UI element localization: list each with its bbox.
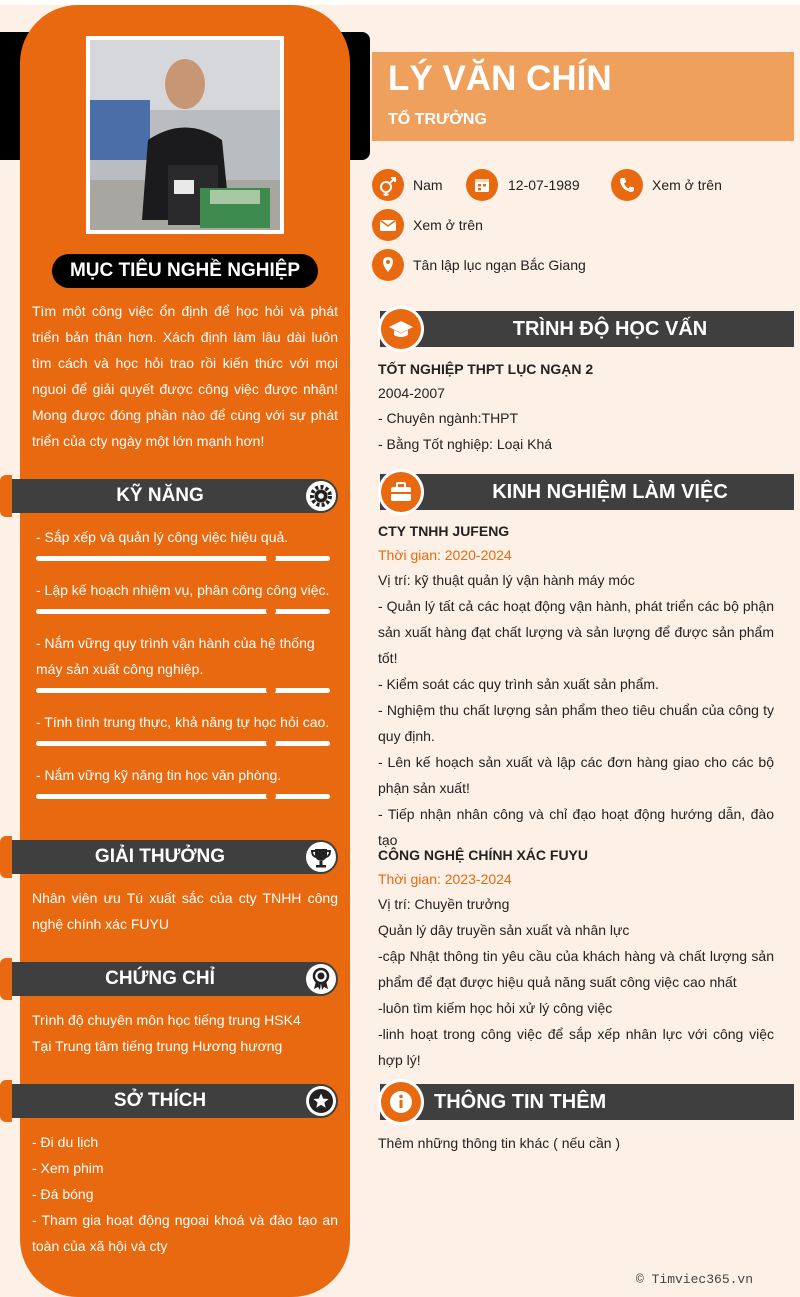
skill-level-knob — [266, 791, 276, 801]
education-years: 2004-2007 — [378, 385, 445, 401]
calendar-icon — [466, 169, 498, 201]
more-info-text: Thêm những thông tin khác ( nếu cần ) — [378, 1135, 621, 1151]
education-major: - Chuyên ngành:THPT — [378, 410, 519, 426]
address-value: Tân lập lục ngạn Bắc Giang — [413, 257, 586, 273]
experience-position: Vị trí: Chuyền trưởng — [378, 896, 510, 912]
skill-level-knob — [266, 553, 276, 563]
certificate-item: Trình độ chuyên môn học tiếng trung HSK4 — [32, 1012, 301, 1028]
awards-text: Nhân viên ưu Tú xuất sắc của cty TNHH công nghệ chính xác FUYU — [32, 890, 338, 932]
education-icon-circle — [378, 306, 424, 352]
skill-item: - Lập kế hoạch nhiệm vụ, phân công công việc. — [36, 582, 330, 598]
candidate-name: LÝ VĂN CHÍN — [388, 59, 612, 98]
skill-item: - Nắm vững kỹ năng tin học văn phòng. — [36, 767, 282, 783]
skill-level-bar — [36, 688, 330, 693]
objective-text: Tìm một công việc ổn định để học hỏi và phát triển bản thân hơn. Xách định làm lâu dài luôn tìm cách và học hỏi trao rồi kiến thức với mọi nguoi để giải quyết được công việc được nhận! Mong được đóng phần nào để cùng với sự phát triển của cty ngày một lớn mạnh hơn! — [32, 303, 338, 449]
experience-company: CÔNG NGHỆ CHÍNH XÁC FUYU — [378, 847, 589, 863]
hobbies-heading: SỞ THÍCH — [113, 1090, 207, 1111]
skill-item: - Tính tình trung thực, khả năng tự học hỏi cao. — [36, 714, 330, 730]
experience-line: -cập Nhật thông tin yêu cầu của khách hàng và chất lượng sản phẩm để đạt được hiệu quả năng suất công việc cao nhất — [378, 948, 774, 990]
info-icon — [381, 1082, 421, 1122]
experience-position: Vị trí: kỹ thuật quản lý vận hành máy móc — [378, 572, 635, 588]
email-value: Xem ở trên — [413, 217, 483, 233]
phone-icon — [611, 169, 643, 201]
hobby-item: - Xem phim — [32, 1160, 104, 1176]
trophy-icon — [306, 842, 336, 872]
experience-line: - Nghiệm thu chất lượng sản phẩm theo tiêu chuẩn của công ty quy định. — [378, 702, 774, 744]
education-school: TỐT NGHIỆP THPT LỤC NGẠN 2 — [378, 361, 594, 377]
experience-time: Thời gian: 2020-2024 — [378, 547, 512, 563]
experience-icon-circle — [378, 469, 424, 515]
experience-line: - Lên kế hoạch sản xuất và lập các đơn hàng giao cho các bộ phận sản xuất! — [378, 754, 774, 796]
phone-value: Xem ở trên — [652, 177, 722, 193]
experience-line: Quản lý dây truyền sản xuất và nhân lực — [378, 922, 630, 938]
email-icon — [372, 209, 404, 241]
gear-icon — [306, 481, 336, 511]
skill-level-bar — [36, 741, 330, 746]
footer-watermark: © Timviec365.vn — [636, 1272, 754, 1287]
hobby-item: - Đi du lịch — [32, 1134, 99, 1150]
location-icon — [372, 249, 404, 281]
experience-line: -luôn tìm kiếm học hỏi xử lý công việc — [378, 1000, 613, 1016]
certificates-heading: CHỨNG CHỈ — [105, 968, 215, 989]
job-title: TỔ TRƯỞNG — [388, 111, 487, 128]
certificate-item: Tại Trung tâm tiếng trung Hương hương — [32, 1038, 283, 1054]
experience-line: - Kiểm soát các quy trình sản xuất sản phẩm. — [378, 676, 659, 692]
gender-icon — [372, 169, 404, 201]
objective-heading: MỤC TIÊU NGHỀ NGHIỆP — [52, 254, 318, 288]
dob-value: 12-07-1989 — [508, 177, 580, 193]
hobby-item: - Tham gia hoạt động ngoại khoá và đào tạo an toàn của xã hội và cty — [32, 1212, 338, 1254]
experience-heading-bar — [380, 474, 794, 510]
skill-item: - Nắm vững quy trình vận hành của hệ thống máy sản xuất công nghiệp. — [36, 635, 315, 677]
education-degree: - Bằng Tốt nghiệp: Loại Khá — [378, 436, 553, 452]
more-info-icon-circle — [378, 1079, 424, 1125]
profile-photo-frame — [86, 36, 284, 234]
hobby-item: - Đá bóng — [32, 1186, 94, 1202]
experience-line: - Tiếp nhận nhân công và chỉ đạo hoạt động hướng dẫn, đào tạo — [378, 806, 774, 848]
experience-heading: KINH NGHIỆM LÀM VIỆC — [492, 481, 728, 503]
certificates-heading-bar — [12, 962, 338, 996]
skill-level-knob — [266, 738, 276, 748]
more-info-heading: THÔNG TIN THÊM — [434, 1091, 607, 1113]
graduation-cap-icon — [381, 309, 421, 349]
experience-line: -linh hoạt trong công việc để sắp xếp nhân lực với công việc hợp lý! — [378, 1026, 774, 1068]
awards-heading-bar — [12, 840, 338, 874]
awards-heading: GIẢI THƯỞNG — [94, 846, 226, 867]
hobbies-heading-bar — [12, 1084, 338, 1118]
education-heading: TRÌNH ĐỘ HỌC VẤN — [512, 318, 708, 340]
more-info-heading-bar — [380, 1084, 794, 1120]
education-heading-bar — [380, 311, 794, 347]
experience-line: - Quản lý tất cả các hoạt động vận hành, phát triển các bộ phận sản xuất hàng đạt chất lượng và sản lượng để được sản phẩm tốt! — [378, 598, 774, 666]
profile-photo — [90, 40, 280, 230]
briefcase-icon — [381, 472, 421, 512]
skill-level-knob — [266, 685, 276, 695]
skill-level-knob — [266, 606, 276, 616]
gender-value: Nam — [413, 177, 443, 193]
skill-level-bar — [36, 609, 330, 614]
skill-level-bar — [36, 794, 330, 799]
experience-company: CTY TNHH JUFENG — [378, 523, 510, 539]
skills-heading: KỸ NĂNG — [116, 485, 204, 506]
skill-level-bar — [36, 556, 330, 561]
experience-time: Thời gian: 2023-2024 — [378, 871, 512, 887]
medal-icon — [306, 964, 336, 994]
skills-heading-bar — [12, 479, 338, 513]
skill-item: - Sắp xếp và quản lý công việc hiệu quả. — [36, 529, 289, 545]
star-icon — [306, 1086, 336, 1116]
